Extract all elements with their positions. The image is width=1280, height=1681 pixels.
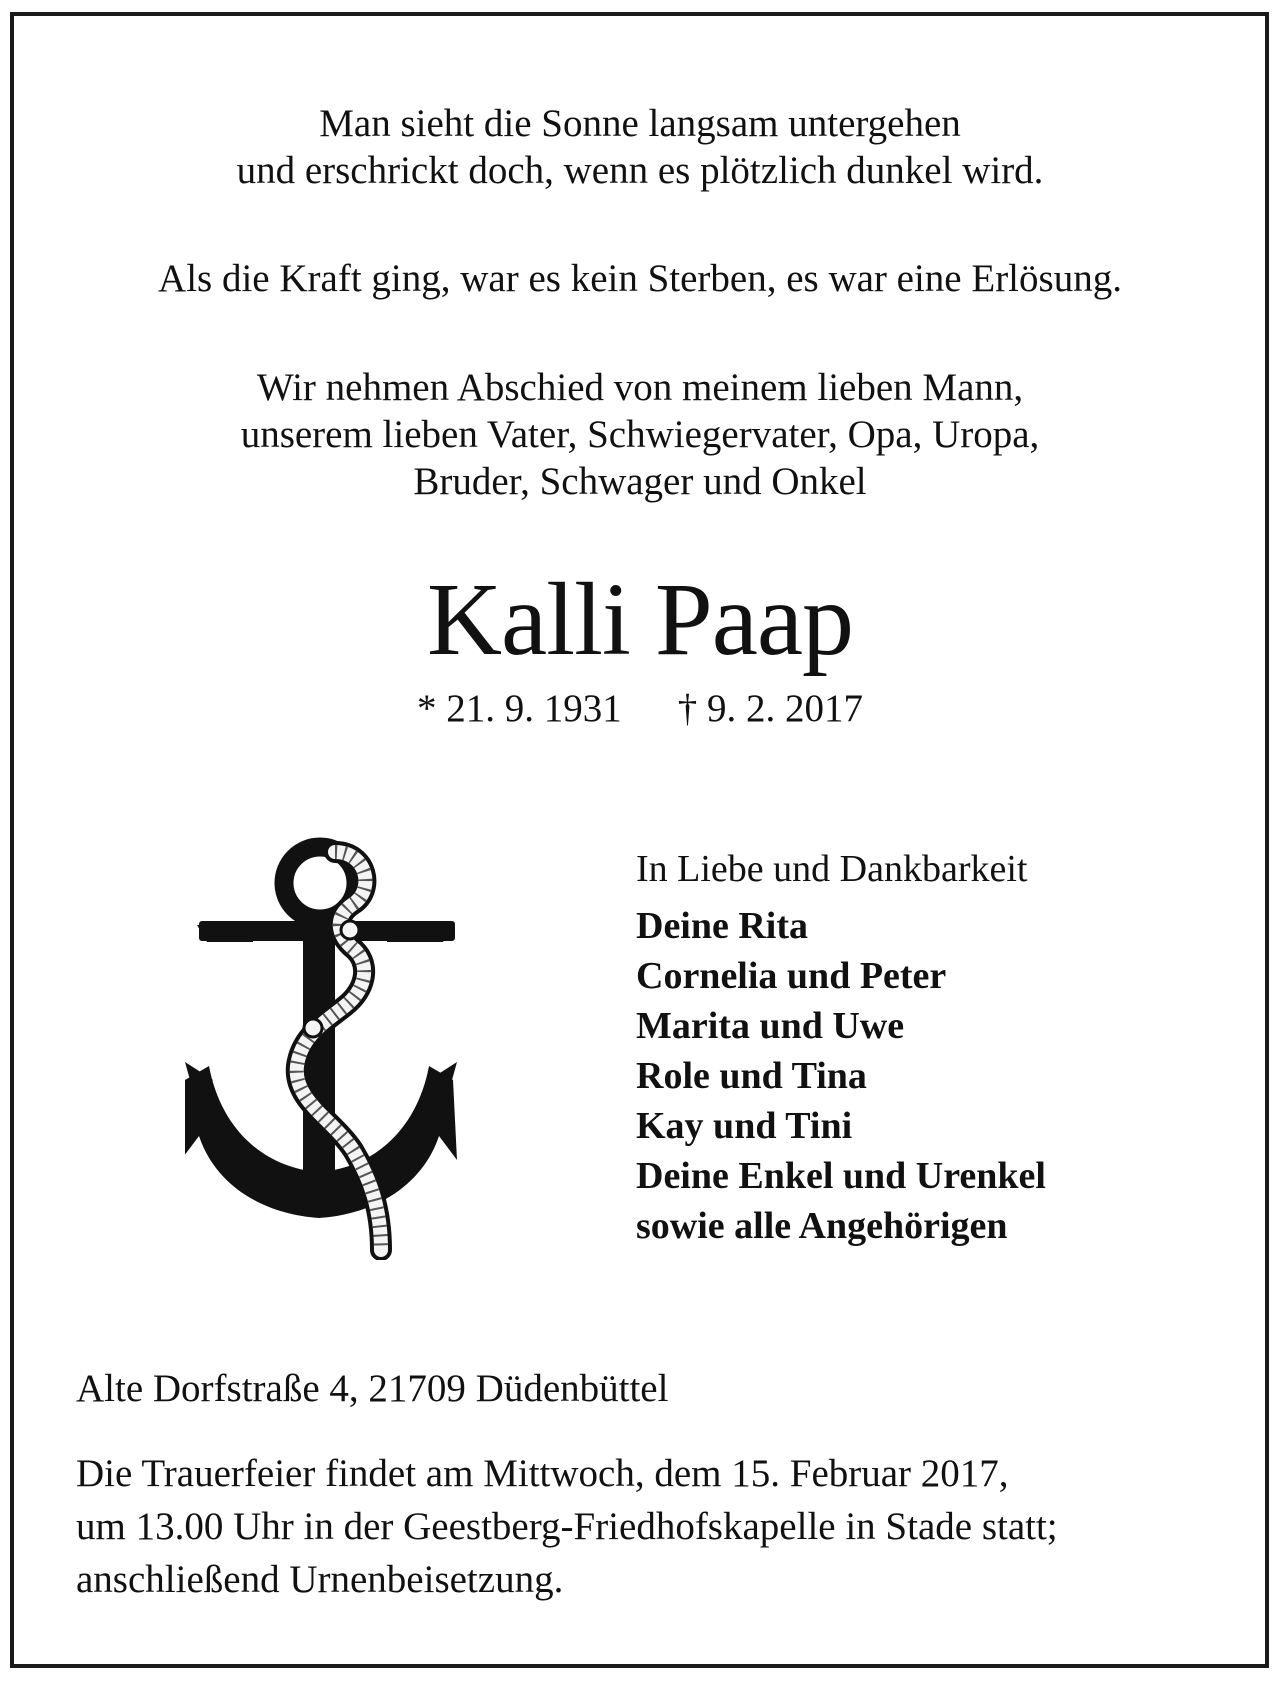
mourner-name: Cornelia und Peter: [636, 955, 947, 997]
deceased-name: Kalli Paap: [426, 562, 854, 677]
service-line-1: Die Trauerfeier findet am Mittwoch, dem 15. Februar 2017,: [76, 1452, 1009, 1495]
mourner-name: Deine Enkel und Urenkel: [636, 1155, 1046, 1197]
service-info: [76, 1447, 1058, 1606]
service-line-2: um 13.00 Uhr in der Geestberg-Friedhofskapelle in Stade statt;: [76, 1505, 1058, 1548]
poem-line-2: und erschrickt doch, wenn es plötzlich dunkel wird.: [236, 149, 1044, 192]
mourner-name: Marita und Uwe: [636, 1005, 905, 1047]
poem: [0, 100, 1280, 194]
poem-line-1: Man sieht die Sonne langsam untergehen: [319, 102, 961, 145]
farewell-line-1: Wir nehmen Abschied von meinem lieben Mann,: [256, 366, 1024, 409]
quote-line: Als die Kraft ging, war es kein Sterben, es war eine Erlösung.: [158, 257, 1122, 300]
mourner-name: Role und Tina: [636, 1055, 867, 1097]
service-line-3: anschließend Urnenbeisetzung.: [76, 1558, 564, 1601]
birth-date: * 21. 9. 1931: [417, 687, 622, 730]
mourner-name: sowie alle Angehörigen: [636, 1205, 1008, 1247]
death-date: † 9. 2. 2017: [677, 687, 863, 730]
farewell-line-2: unserem lieben Vater, Schwiegervater, Opa, Uropa,: [240, 413, 1040, 456]
anchor-icon: [185, 830, 485, 1260]
farewell-line-3: Bruder, Schwager und Onkel: [413, 460, 867, 503]
life-dates: [0, 685, 1280, 732]
address: Alte Dorfstraße 4, 21709 Düdenbüttel: [76, 1367, 669, 1410]
mourner-name: Deine Rita: [636, 905, 809, 947]
mourner-name: Kay und Tini: [636, 1105, 853, 1147]
quote: [0, 255, 1280, 302]
farewell-text: [0, 364, 1280, 505]
mourners-list: [636, 845, 1046, 1251]
mourners-intro: In Liebe und Dankbarkeit: [636, 848, 1028, 890]
